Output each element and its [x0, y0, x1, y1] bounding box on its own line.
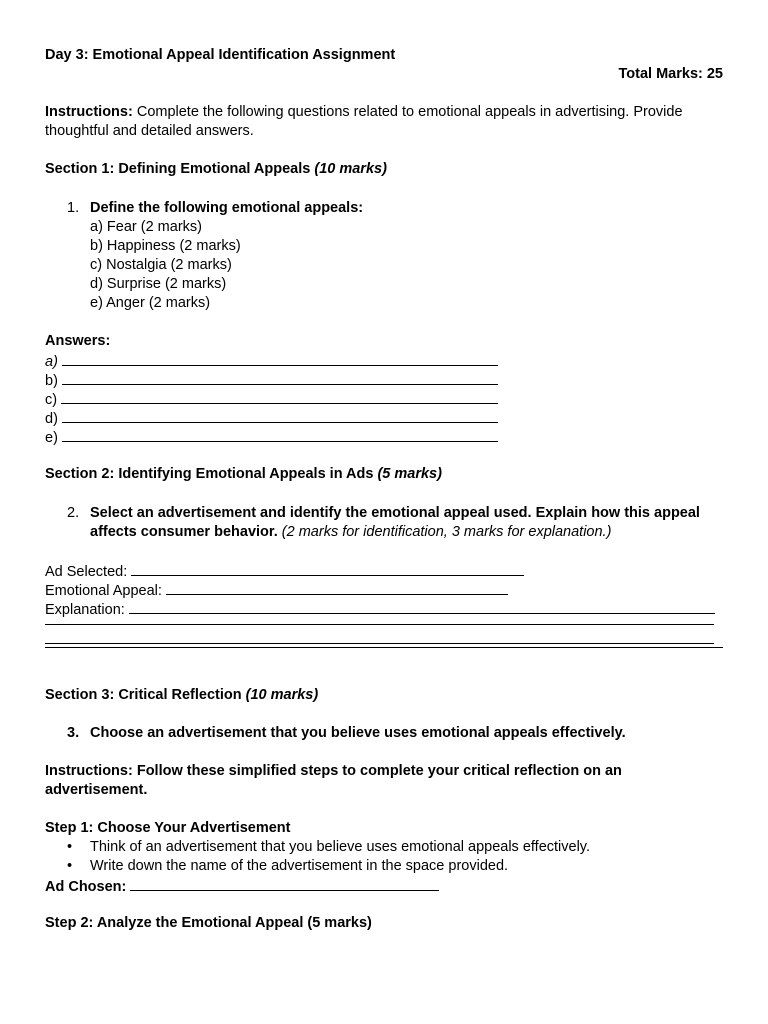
question-1-item: c) Nostalgia (2 marks): [90, 257, 232, 273]
ad-selected-label: Ad Selected:: [45, 564, 128, 580]
section3-title: Section 3: Critical Reflection: [45, 687, 242, 703]
page-title: Day 3: Emotional Appeal Identification Assignment: [45, 47, 396, 63]
question-1-text: Define the following emotional appeals:: [90, 200, 364, 216]
explanation-field[interactable]: [45, 599, 725, 618]
section1-title: Section 1: Defining Emotional Appeals: [45, 161, 311, 177]
question-2-note: (2 marks for identification, 3 marks for explanation.): [281, 524, 612, 540]
answers-label: Answers:: [45, 333, 111, 349]
answer-line-c[interactable]: [45, 389, 725, 408]
step1-bullet: [67, 857, 725, 876]
question-2-number: 2.: [67, 505, 80, 521]
instructions: [45, 103, 725, 141]
step2-heading: Step 2: Analyze the Emotional Appeal (5 marks): [45, 915, 372, 931]
answer-line-a[interactable]: [45, 351, 725, 370]
question-3-text: Choose an advertisement that you believe uses emotional appeals effectively.: [90, 725, 626, 741]
answer-line-b[interactable]: [45, 370, 725, 389]
question-1-item: d) Surprise (2 marks): [90, 276, 227, 292]
question-2: [67, 504, 725, 542]
ad-chosen-label: Ad Chosen:: [45, 879, 127, 895]
section2-marks: (5 marks): [377, 466, 442, 482]
explanation-label: Explanation:: [45, 602, 125, 618]
emotional-appeal-label: Emotional Appeal:: [45, 583, 162, 599]
section2-title: Section 2: Identifying Emotional Appeals in Ads: [45, 466, 374, 482]
section1-marks: (10 marks): [314, 161, 387, 177]
answer-label: b): [45, 373, 58, 389]
question-2-text: Select an advertisement and identify the emotional appeal used. Explain how this appeal affects consumer behavior.: [90, 505, 700, 540]
answer-label: d): [45, 411, 58, 427]
question-1-item: e) Anger (2 marks): [90, 295, 211, 311]
question-1: [67, 199, 725, 313]
question-3-number: 3.: [67, 725, 80, 741]
answer-label: e): [45, 430, 58, 446]
instructions-text: Complete the following questions related to emotional appeals in advertising. Provide thoughtful and detailed answers.: [45, 104, 683, 139]
ad-chosen-field[interactable]: [45, 876, 725, 895]
question-3: [67, 724, 725, 743]
step1-heading: Step 1: Choose Your Advertisement: [45, 820, 291, 836]
section3-heading: [45, 686, 725, 705]
answer-label: c): [45, 392, 58, 408]
section3-instructions: Instructions: Follow these simplified steps to complete your critical reflection on an advertisement.: [45, 763, 622, 798]
question-1-item: b) Happiness (2 marks): [90, 238, 241, 254]
step1-bullet-text: Write down the name of the advertisement in the space provided.: [90, 858, 509, 874]
assignment-page: [45, 46, 725, 933]
bullet-icon: •: [67, 858, 73, 874]
question-1-item: a) Fear (2 marks): [90, 219, 202, 235]
ad-selected-field[interactable]: [45, 561, 725, 580]
emotional-appeal-field[interactable]: [45, 580, 725, 599]
answer-line-d[interactable]: [45, 408, 725, 427]
answer-label: a): [45, 354, 58, 370]
instructions-label: Instructions:: [45, 104, 133, 120]
answer-line-e[interactable]: [45, 427, 725, 446]
section1-heading: [45, 160, 725, 179]
section2-heading: [45, 465, 725, 484]
step1-bullet-text: Think of an advertisement that you believe uses emotional appeals effectively.: [90, 839, 591, 855]
section3-marks: (10 marks): [245, 687, 319, 703]
bullet-icon: •: [67, 839, 73, 855]
total-marks: Total Marks: 25: [618, 66, 723, 82]
question-1-number: 1.: [67, 200, 80, 216]
step1-bullet: [67, 838, 725, 857]
